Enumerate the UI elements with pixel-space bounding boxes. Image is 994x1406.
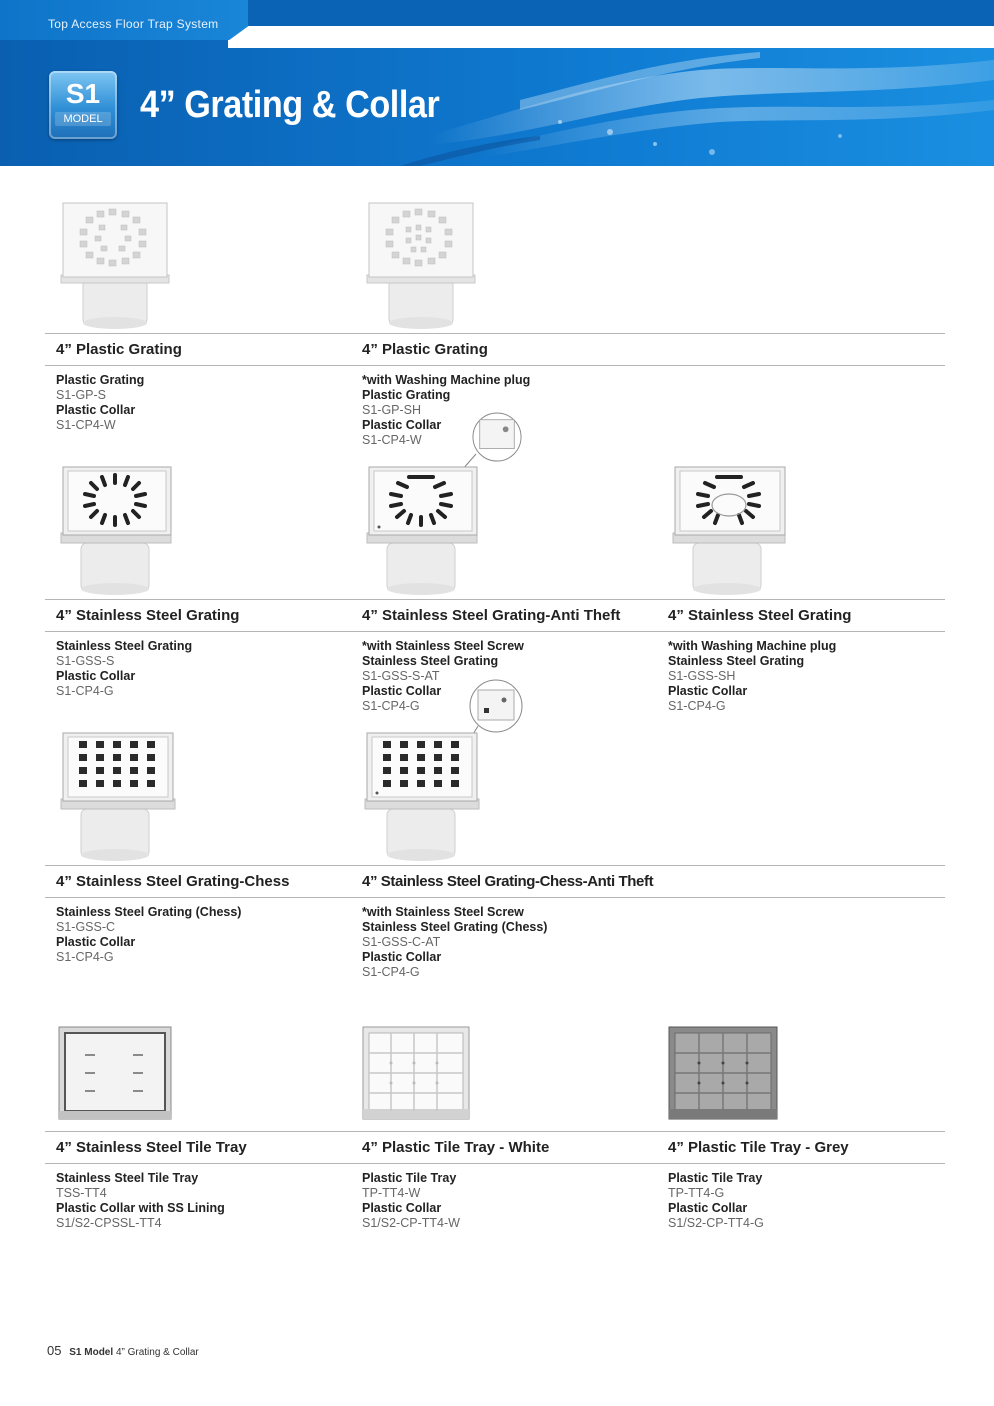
page-footer — [47, 1343, 199, 1358]
product-name: 4” Stainless Steel Tile Tray — [56, 1139, 247, 1156]
product-image-stainless-steel-grating-anti-theft — [351, 461, 491, 601]
section-label: Top Access Floor Trap System — [48, 17, 219, 31]
product-image-plastic-tile-tray-grey — [657, 993, 797, 1133]
spec-code: S1-CP4-G — [362, 699, 420, 713]
spec-line: Plastic Collar — [362, 950, 442, 964]
spec-code: S1-CP4-G — [56, 950, 114, 964]
product-image-stainless-steel-grating-plug — [657, 461, 797, 601]
divider — [45, 365, 945, 366]
spec-code: S1-GP-S — [56, 388, 107, 402]
spec-line: Stainless Steel Tile Tray — [56, 1171, 199, 1185]
badge-sub: MODEL — [55, 112, 111, 126]
divider — [45, 897, 945, 898]
product-image-chess-grating-anti-theft — [351, 727, 491, 867]
product-name: 4” Stainless Steel Grating — [668, 607, 852, 624]
spec-line: *with Stainless Steel Screw — [362, 639, 524, 653]
spec-line: *with Washing Machine plug — [668, 639, 837, 653]
spec-code: S1/S2-CPSSL-TT4 — [56, 1216, 162, 1230]
spec-code: S1-GSS-C — [56, 920, 116, 934]
spec-code: S1-CP4-G — [362, 965, 420, 979]
spec-code: TSS-TT4 — [56, 1186, 107, 1200]
spec-line: Stainless Steel Grating (Chess) — [56, 905, 242, 919]
spec-line: Stainless Steel Grating — [668, 654, 805, 668]
spec-line: Plastic Collar — [362, 418, 442, 432]
product-specs — [56, 373, 144, 433]
spec-line: Plastic Collar with SS Lining — [56, 1201, 225, 1215]
spec-code: S1-GSS-S-AT — [362, 669, 440, 683]
spec-line: Plastic Collar — [56, 669, 136, 683]
product-name: 4” Stainless Steel Grating-Anti Theft — [362, 607, 621, 624]
spec-code: S1-CP4-G — [668, 699, 726, 713]
spec-line: *with Stainless Steel Screw — [362, 905, 524, 919]
divider — [45, 865, 945, 866]
spec-code: S1-CP4-G — [56, 684, 114, 698]
product-name: 4” Plastic Tile Tray - Grey — [668, 1139, 849, 1156]
product-image-chess-grating — [45, 727, 185, 867]
model-badge — [49, 71, 117, 139]
product-specs — [668, 1171, 764, 1231]
product-image-plastic-tile-tray-white — [351, 993, 491, 1133]
footer-model: S1 Model — [69, 1347, 114, 1358]
spec-code: S1-GSS-C-AT — [362, 935, 441, 949]
badge-model: S1 — [65, 78, 101, 109]
product-name: 4” Plastic Grating — [362, 341, 488, 358]
product-image-stainless-steel-grating — [45, 461, 185, 601]
spec-line: Plastic Tile Tray — [668, 1171, 763, 1185]
spec-code: S1/S2-CP-TT4-W — [362, 1216, 460, 1230]
spec-code: S1/S2-CP-TT4-G — [668, 1216, 764, 1230]
product-specs — [56, 1171, 225, 1231]
spec-code: S1-CP4-W — [362, 433, 422, 447]
product-name: 4” Stainless Steel Grating-Chess-Anti Theft — [362, 873, 654, 890]
footer-title: 4” Grating & Collar — [115, 1347, 199, 1358]
divider — [45, 1163, 945, 1164]
product-name: 4” Plastic Grating — [56, 341, 182, 358]
product-specs — [668, 639, 836, 714]
spec-line: Plastic Collar — [56, 935, 136, 949]
divider — [45, 631, 945, 632]
spec-line: Plastic Collar — [668, 1201, 748, 1215]
spec-line: Plastic Grating — [362, 388, 451, 402]
spec-line: Plastic Collar — [668, 684, 748, 698]
spec-code: S1-CP4-W — [56, 418, 116, 432]
spec-line: Stainless Steel Grating (Chess) — [362, 920, 548, 934]
spec-line: Plastic Collar — [56, 403, 136, 417]
product-specs — [56, 639, 192, 699]
divider — [45, 333, 945, 334]
product-name: 4” Stainless Steel Grating-Chess — [56, 873, 290, 890]
spec-line: *with Washing Machine plug — [362, 373, 531, 387]
spec-code: S1-GSS-S — [56, 654, 115, 668]
spec-line: Stainless Steel Grating — [362, 654, 499, 668]
spec-code: S1-GSS-SH — [668, 669, 736, 683]
product-name: 4” Stainless Steel Grating — [56, 607, 240, 624]
divider — [45, 1131, 945, 1132]
product-specs — [362, 1171, 460, 1231]
product-specs — [56, 905, 241, 965]
product-image-stainless-tile-tray — [45, 993, 185, 1133]
product-specs — [362, 905, 547, 980]
spec-code: S1-GP-SH — [362, 403, 422, 417]
divider — [45, 599, 945, 600]
spec-line: Stainless Steel Grating — [56, 639, 193, 653]
spec-line: Plastic Tile Tray — [362, 1171, 457, 1185]
spec-line: Plastic Collar — [362, 1201, 442, 1215]
spec-line: Plastic Grating — [56, 373, 145, 387]
spec-code: TP-TT4-G — [668, 1186, 725, 1200]
page-number: 05 — [47, 1343, 62, 1358]
product-image-plastic-grating-plug — [351, 195, 491, 335]
spec-line: Plastic Collar — [362, 684, 442, 698]
product-image-plastic-grating — [45, 195, 185, 335]
page-title: 4” Grating & Collar — [140, 84, 440, 126]
product-name: 4” Plastic Tile Tray - White — [362, 1139, 550, 1156]
spec-code: TP-TT4-W — [362, 1186, 421, 1200]
